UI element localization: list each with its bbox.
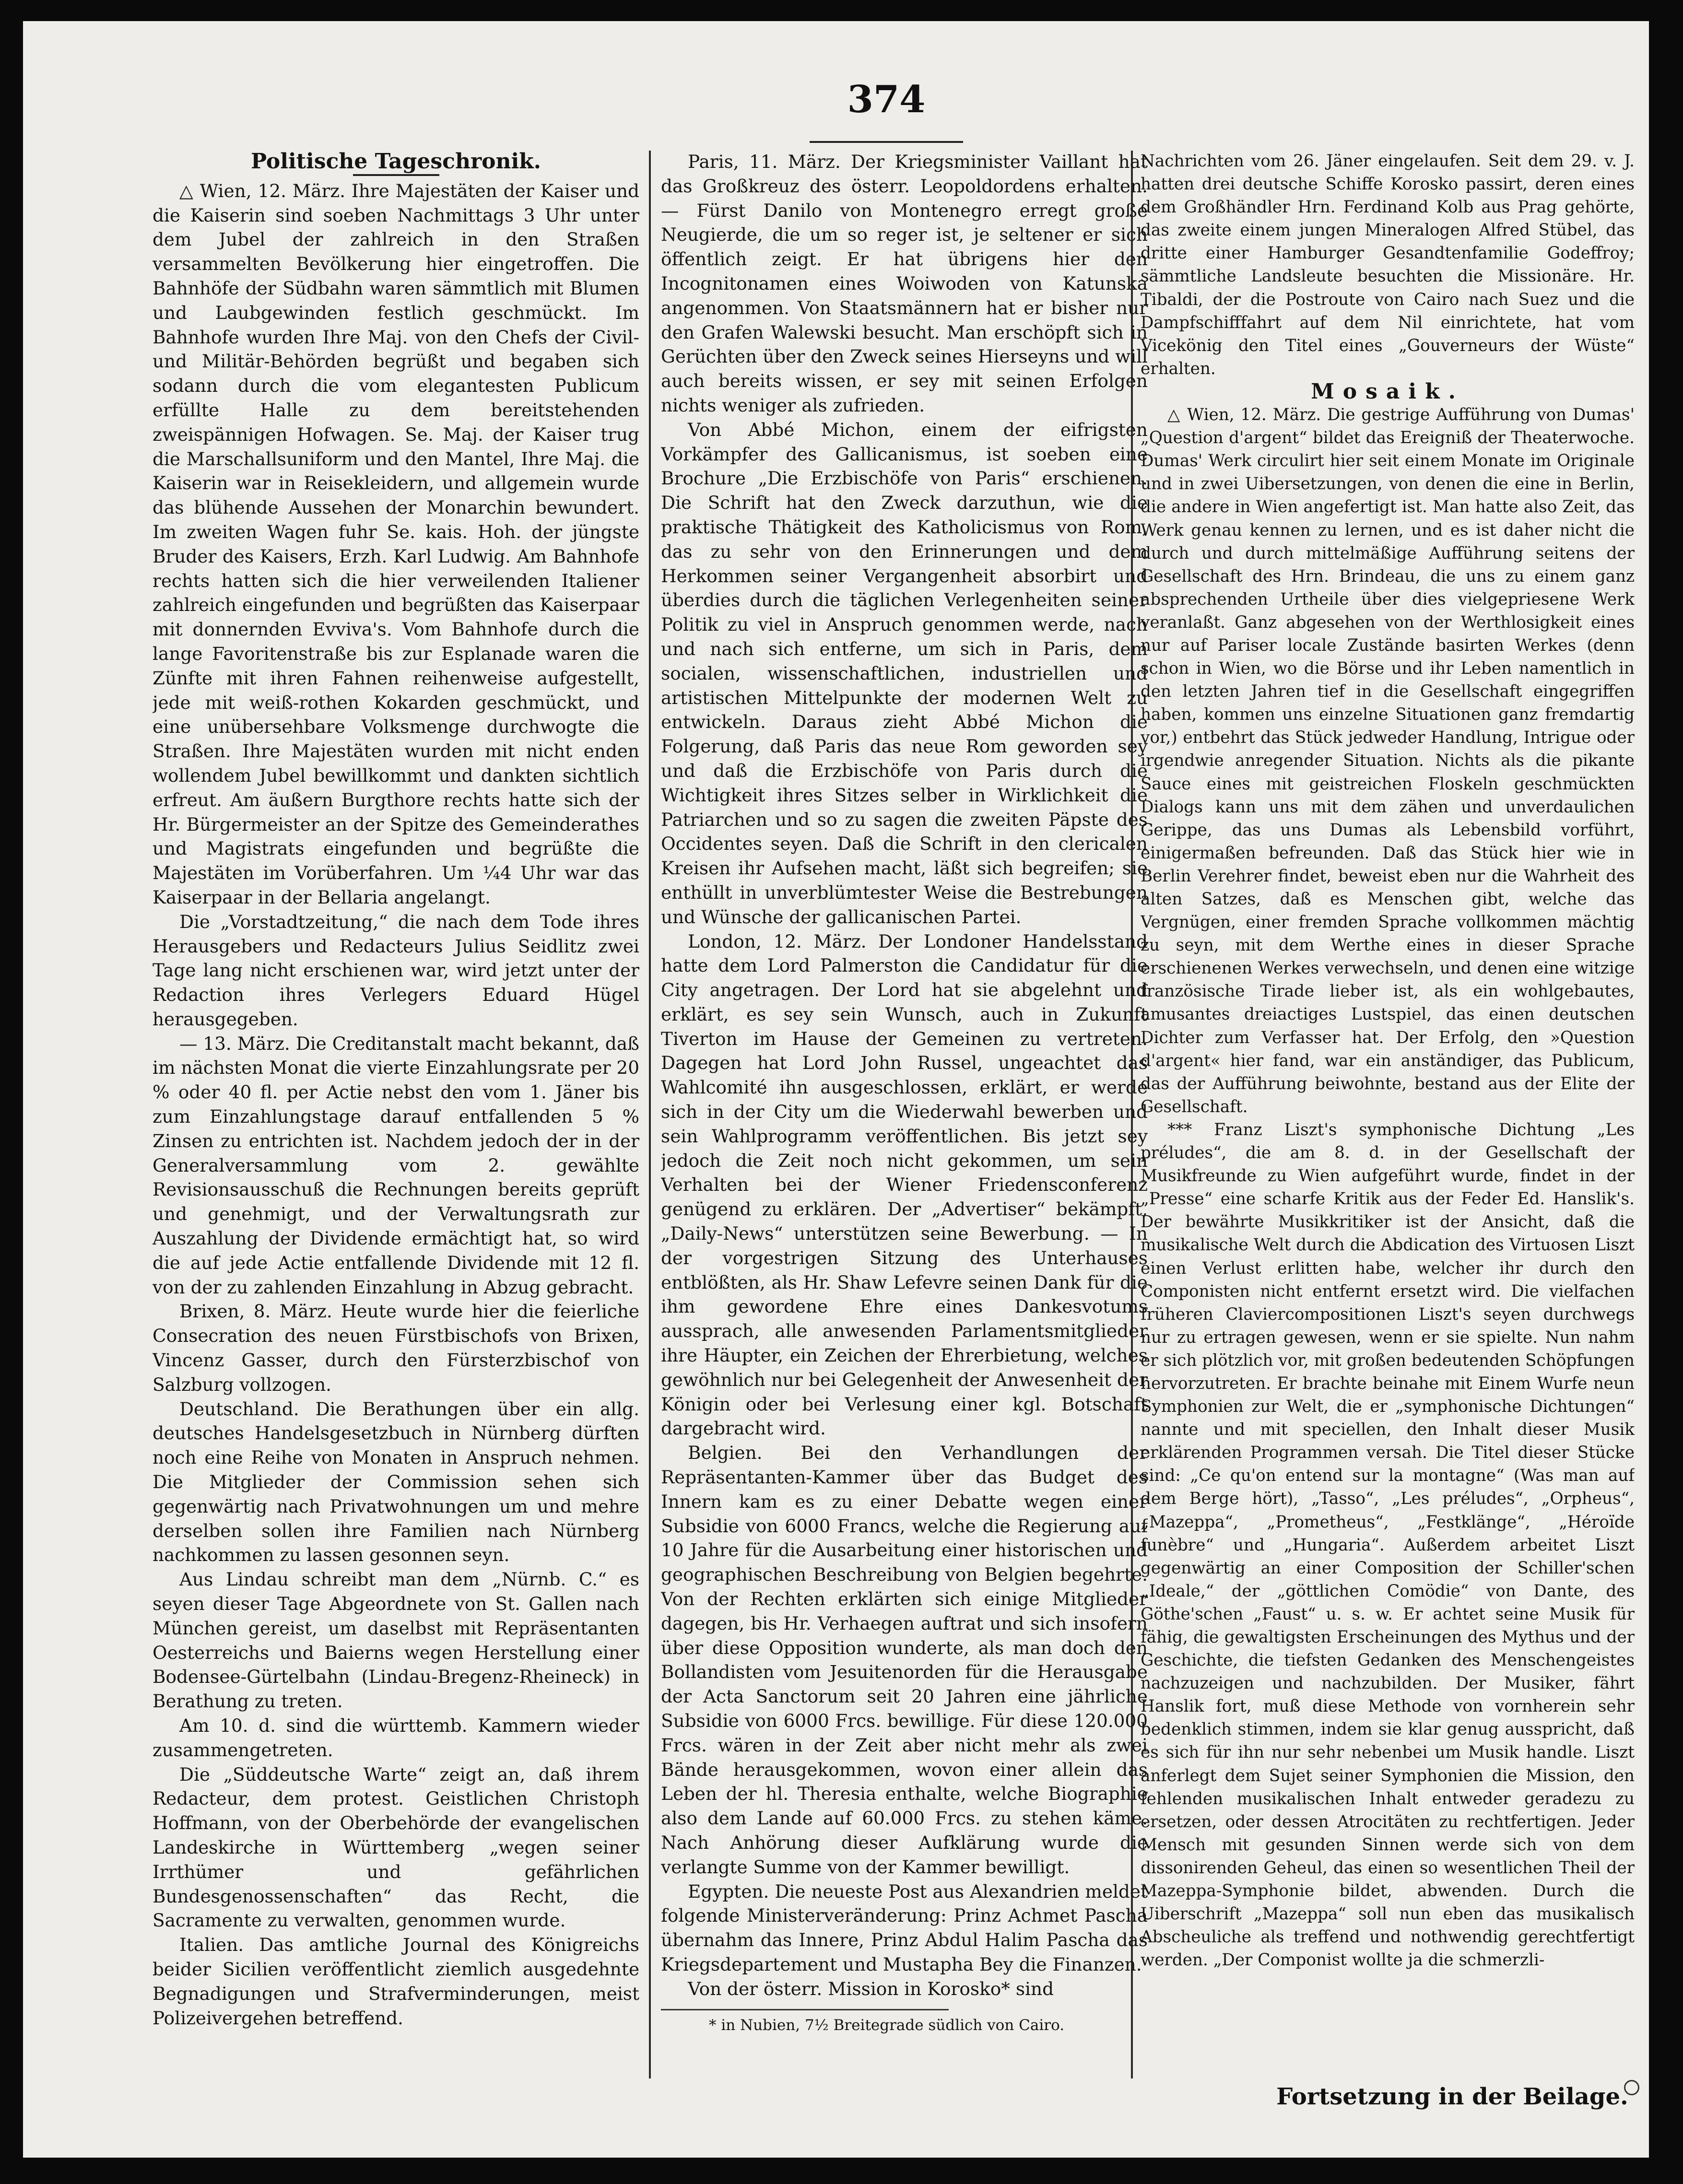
section-title-mosaik: Mosaik.	[1311, 379, 1464, 404]
article-sueddeutsche-warte: Die „Süddeutsche Warte“ zeigt an, daß ihrem Redacteur, dem protest. Geistlichen Christoph Hoffmann, von der Oberbehörde der evangelischen Landeskirche in Württemberg „wegen seiner Irrthümer und gefährlichen Bundesgenossenschaften“ das Recht, die Sacramente zu verwalten, genommen wurde.	[153, 1763, 639, 1931]
page-number: 374	[847, 78, 926, 121]
article-vorstadtzeitung: Die „Vorstadtzeitung,“ die nach dem Tode ihres Herausgebers und Redacteurs Julius Seidlitz zwei Tage lang nicht erschienen war, wird jetzt unter der Redaction ihres Verlegers Eduard Hügel herausgegeben.	[153, 911, 639, 1030]
article-liszt: *** Franz Liszt's symphonische Dichtung „Les préludes“, die am 8. d. in der Gesellschaft der Musikfreunde zu Wien aufgeführt wurde, findet in der „Presse“ eine scharfe Kritik aus der Feder Ed. Hanslik's. Der bewährte Musikkritiker ist der Ansicht, daß die musikalische Welt durch die Abdication des Virtuosen Liszt einen Verlust erlitten habe, welcher ihr durch den Componisten nicht entfernt ersetzt wird. Die vielfachen früheren Claviercompositionen Liszt's seyen durchwegs nur zu ertragen gewesen, wenn er sie spielte. Nun nahm er sich plötzlich vor, mit großen bedeutenden Schöpfungen hervorzutreten. Er brachte beinahe mit Einem Wurfe neun Symphonien zur Welt, die er „symphonische Dichtungen“ nannte und mit speciellen, den Inhalt dieser Musik erklärenden Programmen versah. Die Titel dieser Stücke sind: „Ce qu'on entend sur la montagne“ (Was man auf dem Berge hört), „Tasso“, „Les préludes“, „Orpheus“, „Mazeppa“, „Prometheus“, „Festklänge“, „Héroïde funèbre“ und „Hungaria“. Außerdem arbeitet Liszt gegenwärtig an einer Composition der Schiller'schen „Ideale,“ der „göttlichen Comödie“ von Dante, des Göthe'schen „Faust“ u. s. w. Er achtet seine Musik für fähig, die gewaltigsten Erscheinungen des Mythus und der Geschichte, die tiefsten Gedanken des Menschengeistes nachzuzeigen und nachzubilden. Der Musiker, fährt Hanslik fort, muß diese Methode von vornherein sehr bedenklich stimmen, indem sie klar genug ausspricht, daß es sich für ihn nur sehr nebenbei um Musik handle. Liszt anferlegt dem Sujet seiner Symphonien die Mission, den fehlenden musikalischen Inhalt entweder geradezu zu ersetzen, oder dessen Atrocitäten zu rechtfertigen. Jeder Mensch mit gesunden Sinnen werde sich von dem dissonirenden Geheul, das einen so wesentlichen Theil der Mazeppa-Symphonie bildet, abwenden. Durch die Uiberschrift „Mazeppa“ soll nun eben das musikalisch Abscheuliche als treffend und nothwendig gerechtfertigt werden. „Der Componist wollte ja die schmerzli-	[1141, 1120, 1635, 1970]
article-belgien: Belgien. Bei den Verhandlungen der Repräsentanten-Kammer über das Budget des Innern kam es zu einer Debatte wegen einer Subsidie von 6000 Francs, welche die Regierung auf 10 Jahre für die Ausarbeitung einer historischen und geographischen Beschreibung von Belgien begehrte. Von der Rechten erklärten sich einige Mitglieder dagegen, bis Hr. Verhaegen auftrat und sich insofern über diese Opposition wunderte, als man doch den Bollandisten vom Jesuitenorden für die Herausgabe der Acta Sanctorum seit 20 Jahren eine jährliche Subsidie von 6000 Frcs. bewillige. Für diese 120.000 Frcs. wären in der Zeit aber nicht mehr als zwei Bände herausgekommen, wovon einer allein das Leben der hl. Theresia enthalte, welche Biographie also dem Lande auf 60.000 Frcs. zu stehen käme. Nach Anhörung dieser Aufklärung wurde die verlangte Summe von der Kammer bewilligt.	[661, 1442, 1148, 1878]
title-rule	[353, 174, 439, 176]
article-lindau: Aus Lindau schreibt man dem „Nürnb. C.“ es seyen dieser Tage Abgeordnete von St. Gallen nach München gereist, um daselbst mit Repräsentanten Oesterreichs und Baierns wegen Herstellung einer Bodensee-Gürtelbahn (Lindau-Bregenz-Rheineck) in Berathung zu treten.	[153, 1569, 639, 1712]
article-italien: Italien. Das amtliche Journal des Königreichs beider Sicilien veröffentlicht ziemlich ausgedehnte Begnadigungen und Strafverminderungen, meist Polizeivergehen betreffend.	[153, 1934, 639, 2029]
article-korosko-continued: Nachrichten vom 26. Jäner eingelaufen. Seit dem 29. v. J. hatten drei deutsche Schiffe Korosko passirt, deren eines dem Großhändler Hrn. Ferdinand Kolb aus Prag gehörte, das zweite einem jungen Mineralogen Alfred Stübel, das dritte einer Hamburger Gesandtenfamilie Godeffroy; sämmtliche Landsleute besuchten die Missionäre. Hr. Tibaldi, der die Postroute von Cairo nach Suez und die Dampfschifffahrt auf dem Nil einrichtete, hat vom Vicekönig den Titel eines „Gouverneurs der Wüste“ erhalten.	[1141, 152, 1635, 378]
footnote: * in Nubien, 7½ Breitegrade südlich von Cairo.	[709, 2016, 1065, 2034]
article-creditanstalt: — 13. März. Die Creditanstalt macht bekannt, daß im nächsten Monat die vierte Einzahlungsrate per 20 % oder 40 fl. per Actie nebst den vom 1. Jäner bis zum Einzahlungstage darauf entfallenden 5 % Zinsen zu entrichten ist. Nachdem jedoch der in der Generalversammlung vom 2. gewählte Revisionsausschuß die Rechnungen bereits geprüft und genehmigt, und der Verwaltungsrath zur Auszahlung der Dividende ermächtigt hat, so wird die auf jede Actie entfallende Dividende mit 12 fl. von der zu zahlenden Einzahlung in Abzug gebracht.	[153, 1033, 639, 1298]
article-abbe-michon: Von Abbé Michon, einem der eifrigsten Vorkämpfer des Gallicanismus, ist soeben eine Brochure „Die Erzbischöfe von Paris“ erschienen. Die Schrift hat den Zweck darzuthun, wie die praktische Thätigkeit des Katholicismus von Rom, das zu sehr von den Erinnerungen und dem Herkommen seiner Vergangenheit absorbirt und überdies durch die täglichen Verlegenheiten seiner Politik zu viel in Anspruch genommen werde, nach und nach sich entferne, um sich in Paris, dem socialen, wissenschaftlichen, industriellen und artistischen Mittelpunkte der modernen Welt zu entwickeln. Daraus zieht Abbé Michon die Folgerung, daß Paris das neue Rom geworden sey und daß die Erzbischöfe von Paris durch die Wichtigkeit ihres Sitzes selber in Wirklichkeit die Patriarchen und so zu sagen die zweiten Päpste des Occidentes seyen. Daß die Schrift in den clericalen Kreisen ihr Aufsehen macht, läßt sich begreifen; sie enthüllt in unverblümtester Weise die Bestrebungen und Wünsche der gallicanischen Partei.	[661, 419, 1148, 928]
column-right	[1141, 150, 1635, 2068]
article-london: London, 12. März. Der Londoner Handelsstand hatte dem Lord Palmerston die Candidatur für die City angetragen. Der Lord hat sie abgelehnt und erklärt, es sey sein Wunsch, auch in Zukunft Tiverton im Hause der Gemeinen zu vertreten. Dagegen hat Lord John Russel, ungeachtet das Wahlcomité ihn ausgeschlossen, erklärt, er werde sich in der City um die Wiederwahl bewerben und sein Wahlprogramm veröffentlichen. Bis jetzt sey jedoch die Zeit noch nicht gekommen, um sein Verhalten bei der Wiener Friedensconferenz genügend zu erklären. Der „Advertiser“ bekämpft, „Daily-News“ unterstützen seine Bewerbung. — In der vorgestrigen Sitzung des Unterhauses entblößten, als Hr. Shaw Lefevre seinen Dank für die ihm gewordene Ehre eines Dankesvotums aussprach, alle anwesenden Parlamentsmitglieder ihre Häupter, ein Zeichen der Ehrerbietung, welches gewöhnlich nur bei Gelegenheit der Anwesenheit der Königin oder bei Verlesung einer kgl. Botschaft dargebracht wird.	[661, 930, 1148, 1439]
article-korosko: Von der österr. Mission in Korosko* sind	[688, 1978, 1054, 1999]
article-deutschland: Deutschland. Die Berathungen über ein allg. deutsches Handelsgesetzbuch in Nürnberg dürften noch eine Reihe von Monaten in Anspruch nehmen. Die Mitglieder der Commission sehen sich gegenwärtig nach Privatwohnungen um und mehre derselben sollen ihre Familien nach Nürnberg nachkommen zu lassen gesonnen seyn.	[153, 1398, 639, 1566]
article-brixen: Brixen, 8. März. Heute wurde hier die feierliche Consecration des neuen Fürstbischofs von Brixen, Vincenz Gasser, durch den Fürsterzbischof von Salzburg vollzogen.	[153, 1301, 639, 1395]
article-question-dargent: △ Wien, 12. März. Die gestrige Aufführung von Dumas' „Question d'argent“ bildet das Ereigniß der Theaterwoche. Dumas' Werk circulirt hier seit einem Monate im Originale und in zwei Uibersetzungen, von denen die eine in Berlin, die andere in Wien angefertigt ist. Man hatte also Zeit, das Werk genau kennen zu lernen, und es ist daher nicht die durch und durch mittelmäßige Aufführung seitens der Gesellschaft des Hrn. Brindeau, die uns zu einem ganz absprechenden Urtheile über dies vielgepriesene Werk veranlaßt. Ganz abgesehen von der Werthlosigkeit eines nur auf Pariser locale Zustände basirten Werkes (denn schon in Wien, wo die Börse und ihr Leben namentlich in den letzten Jahren tief in die Gesellschaft eingegriffen haben, kommen uns einzelne Situationen ganz fremdartig vor,) entbehrt das Stück jedweder Handlung, Intrigue oder irgendwie anregender Situation. Nichts als die pikante Sauce eines mit geistreichen Floskeln geschmückten Dialogs kann uns mit dem zähen und unverdaulichen Gerippe, das uns Dumas als Lebensbild vorführt, einigermaßen befreunden. Daß das Stück hier wie in Berlin Verehrer findet, beweist eben nur die Wahrheit des alten Satzes, daß es Menschen gibt, welche das Vergnügen, einer fremden Sprache vollkommen mächtig zu seyn, mit dem Werthe eines in dieser Sprache erschienenen Werkes verwechseln, und denen eine witzige französische Tirade lieber ist, als ein wohlgebautes, amusantes dreiactiges Lustspiel, das einen deutschen Dichter zum Verfasser hat. Der Erfolg, den »Question d'argent« hier fand, war ein anständiger, das Publicum, das der Aufführung beiwohnte, bestand aus der Elite der Gesellschaft.	[1141, 405, 1635, 1116]
column-left	[153, 150, 639, 2068]
continuation-note: Fortsetzung in der Beilage.	[1276, 2083, 1628, 2110]
scan-mark	[1624, 2080, 1639, 2095]
article-wien: △ Wien, 12. März. Ihre Majestäten der Kaiser und die Kaiserin sind soeben Nachmittags 3 Uhr unter dem Jubel der zahlreich in den Straßen versammelten Bevölkerung hier eingetroffen. Die Bahnhöfe der Südbahn waren sämmtlich mit Blumen und Laubgewinden festlich geschmückt. Im Bahnhofe wurden Ihre Maj. von den Chefs der Civil- und Militär-Behörden begrüßt und begaben sich sodann durch die vom elegantesten Publicum erfüllte Halle zu dem bereitstehenden zweispännigen Hofwagen. Se. Maj. der Kaiser trug die Marschallsuniform und den Mantel, Ihre Maj. die Kaiserin war in Reisekleidern, und allgemein wurde das blühende Aussehen der Monarchin bewundert. Im zweiten Wagen fuhr Se. kais. Hoh. der jüngste Bruder des Kaisers, Erzh. Karl Ludwig. Am Bahnhofe rechts hatten sich die hier verweilenden Italiener zahlreich eingefunden und begrüßten das Kaiserpaar mit donnernden Evviva's. Vom Bahnhofe durch die lange Favoritenstraße bis zur Esplanade waren die Zünfte mit ihren Fahnen reihenweise aufgestellt, jede mit weiß-rothen Kokarden geschmückt, und eine unübersehbare Volksmenge durchwogte die Straßen. Ihre Majestäten wurden mit nicht enden wollendem Jubel bewillkommt und dankten sichtlich erfreut. Am äußern Burgthore rechts hatte sich der Hr. Bürgermeister an der Spitze des Gemeinderathes und Magistrats eingefunden und begrüßte die Majestäten im Vorüberfahren. Um ¼4 Uhr war das Kaiserpaar in der Bellaria angelangt.	[153, 180, 639, 908]
column-middle	[661, 150, 1148, 2068]
footnote-rule	[661, 2009, 949, 2010]
article-paris: Paris, 11. März. Der Kriegsminister Vaillant hat das Großkreuz des österr. Leopoldordens erhalten. — Fürst Danilo von Montenegro erregt große Neugierde, die um so reger ist, je seltener er sich öffentlich zeigt. Er hat übrigens hier den Incognitonamen eines Woiwoden von Katunska angenommen. Von Staatsmännern hat er bisher nur den Grafen Walewski besucht. Man erschöpft sich in Gerüchten über den Zweck seines Hierseyns und will auch bereits wissen, er sey mit seinen Erfolgen nichts weniger als zufrieden.	[661, 151, 1148, 416]
newspaper-page	[23, 21, 1649, 2158]
article-egypten: Egypten. Die neueste Post aus Alexandrien meldet folgende Ministerveränderung: Prinz Achmet Pascha übernahm das Innere, Prinz Abdul Halim Pascha das Kriegsdepartement und Mustapha Bey die Finanzen.	[661, 1880, 1148, 1975]
section-title-politics: Politische Tageschronik.	[251, 150, 541, 174]
header-rule	[810, 141, 963, 143]
article-wuerttemberg: Am 10. d. sind die württemb. Kammern wieder zusammengetreten.	[153, 1715, 639, 1761]
column-divider	[649, 151, 651, 2078]
